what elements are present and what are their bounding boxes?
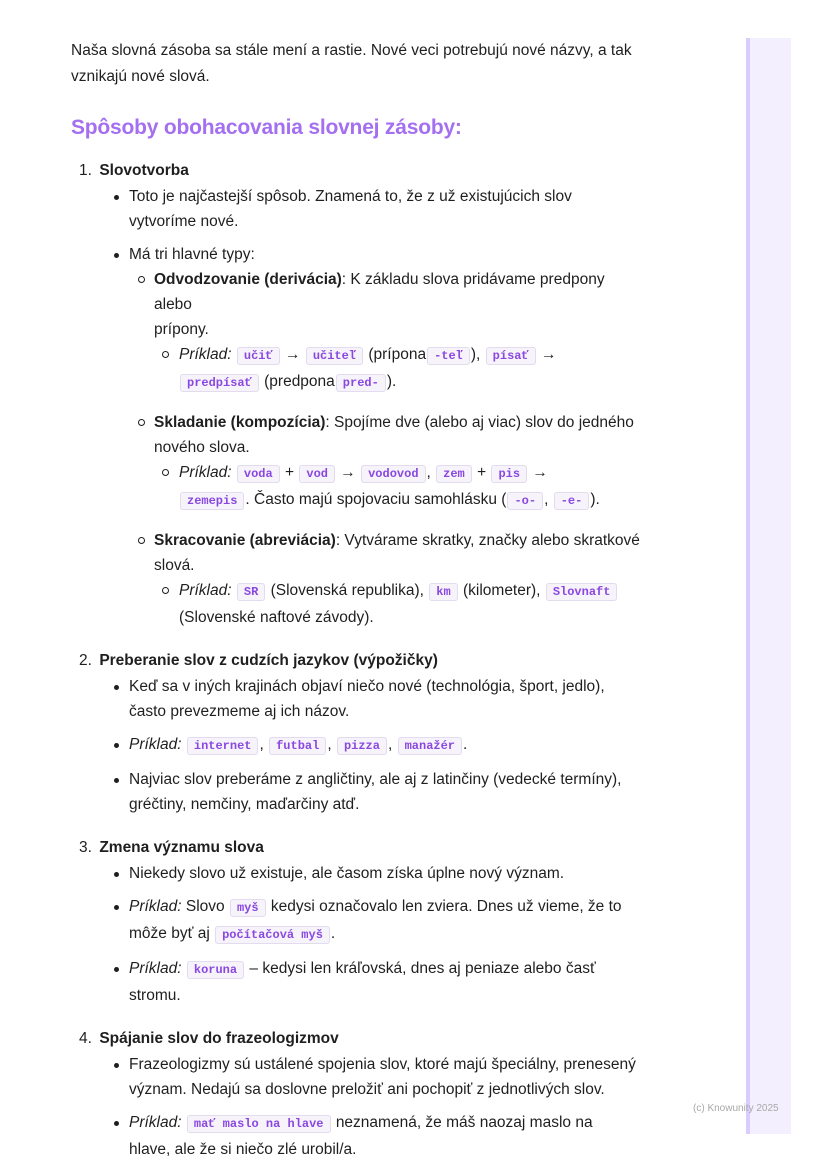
item-text: Najviac slov preberáme z angličtiny, ale aj z latinčiny (vedecké termíny), [129,771,622,788]
section-number: 2. [79,652,92,669]
code-word: Slovnaft [546,583,618,601]
item-text: význam. Nedajú sa doslovne preložiť ani pochopiť z jednotlivých slov. [129,1081,605,1098]
item-text: : K základu slova pridávame predpony alebo [154,271,605,313]
example-text: kedysi označovalo len zviera. Dnes už vieme, že to [270,898,622,915]
section-title [79,158,641,184]
code-word: koruna [187,961,244,979]
example-text: ). [590,491,600,508]
section-number: 1. [79,162,92,179]
separator: , [327,736,332,753]
example-text: ), [470,346,481,363]
list-item [79,242,641,267]
code-word: vod [299,465,335,483]
example-text: môže byť aj [129,925,210,942]
code-word: písať [486,347,536,365]
item-text: vytvoríme nové. [129,213,239,230]
section-title [79,835,641,861]
code-word: pred- [336,374,386,392]
example-text: stromu. [129,987,181,1004]
term: Odvodzovanie (derivácia) [154,271,342,288]
sublist-item-odvodzovanie [79,267,641,342]
list-item [79,732,641,759]
section-vypozicky [79,648,641,817]
intro-line-1: Naša slovná zásoba sa stále mení a rastie. Nové veci potrebujú nové názvy, a tak [71,42,632,59]
example-text: neznamená, že máš naozaj maslo na [335,1114,593,1131]
example-text: ). [386,373,397,390]
example-text: (Slovenské naftové závody). [179,609,374,626]
example-text: . Často majú spojovaciu samohlásku ( [245,491,507,508]
code-word: predpísať [180,374,259,392]
code-word: počítačová myš [215,926,330,944]
section-title-text: Spájanie slov do frazeologizmov [99,1030,339,1047]
list-item [79,894,641,948]
example-item [79,578,641,630]
section-zmena-vyznamu [79,835,641,1008]
example-text: (kilometer), [462,582,541,599]
code-word: -teľ [427,347,470,365]
example-label: Príklad: [179,346,232,363]
right-margin-accent-line [746,38,750,1134]
item-text: Má tri hlavné typy: [129,246,255,263]
section-heading: Spôsoby obohacovania slovnej zásoby: [71,116,462,139]
example-label: Príklad: [179,582,232,599]
separator: . [463,736,468,753]
item-text: Keď sa v iných krajinách objaví niečo nové (technológia, šport, jedlo), [129,678,605,695]
example-label: Príklad: [129,1114,182,1131]
item-text: nového slova. [154,439,250,456]
sublist-item-skracovanie [79,528,641,578]
code-word: vodovod [361,465,425,483]
example-label: Príklad: [129,898,182,915]
code-word: km [429,583,457,601]
list-item [79,674,641,724]
code-word: pizza [337,737,387,755]
example-label: Príklad: [129,960,182,977]
example-text: (prípona [368,346,427,363]
list-item [79,956,641,1008]
separator: , [544,491,549,508]
list-item [79,184,641,234]
example-text: Slovo [185,898,225,915]
copyright-watermark: (c) Knowunity 2025 [693,1103,779,1114]
code-word: voda [237,465,280,483]
right-margin-panel [746,38,791,1134]
term: Skladanie (kompozícia) [154,414,326,431]
code-word: mať maslo na hlave [187,1115,331,1133]
arrow-icon: → [532,464,548,481]
section-title-text: Zmena významu slova [99,839,264,856]
item-text: : Spojíme dve (alebo aj viac) slov do jedného [325,414,634,431]
intro-paragraph [71,38,641,90]
separator: . [330,925,336,942]
code-word: manažér [398,737,462,755]
item-text: Toto je najčastejší spôsob. Znamená to, že z už existujúcich slov [129,188,572,205]
separator: , [387,736,393,753]
code-word: -e- [554,492,590,510]
section-number: 4. [79,1030,92,1047]
section-title [79,648,641,674]
section-slovotvorba [79,158,641,630]
section-title [79,1026,641,1052]
term: Skracovanie (abreviácia) [154,532,336,549]
item-text: Frazeologizmy sú ustálené spojenia slov, ktoré majú špeciálny, prenesený [129,1056,636,1073]
intro-line-2: vznikajú nové slová. [71,68,210,85]
code-word: učiť [237,347,280,365]
example-text: hlave, ale že si niečo zlé urobil/a. [129,1141,357,1158]
example-text: (Slovenská republika), [270,582,424,599]
separator: , [426,464,431,481]
plus-sign: + [477,464,487,481]
plus-sign: + [285,464,295,481]
list-item [79,1052,641,1102]
example-item [79,460,641,514]
item-text: často prevezmeme aj ich názov. [129,703,350,720]
section-number: 3. [79,839,92,856]
code-word: zem [436,465,472,483]
code-word: učiteľ [306,347,363,365]
list-item [79,861,641,886]
item-text: slová. [154,557,195,574]
item-text: prípony. [154,321,209,338]
code-word: myš [230,899,266,917]
example-item [79,342,641,396]
code-word: -o- [507,492,543,510]
item-text: Niekedy slovo už existuje, ale časom získa úplne nový význam. [129,865,565,882]
section-title-text: Preberanie slov z cudzích jazykov (výpožičky) [99,652,438,669]
list-item [79,1110,641,1162]
item-text: gréčtiny, nemčiny, maďarčiny atď. [129,796,360,813]
code-word: zemepis [180,492,244,510]
code-word: pis [491,465,527,483]
item-text: : Vytvárame skratky, značky alebo skratkové [335,532,640,549]
arrow-icon: → [285,346,301,363]
arrow-icon: → [541,346,557,363]
code-word: SR [237,583,265,601]
example-label: Príklad: [179,464,232,481]
example-text: (predpona [264,373,335,390]
section-title-text: Slovotvorba [99,162,189,179]
arrow-icon: → [340,464,356,481]
code-word: futbal [269,737,326,755]
sublist-item-skladanie [79,410,641,460]
example-label: Príklad: [129,736,182,753]
section-frazeologizmy [79,1026,641,1162]
code-word: internet [187,737,259,755]
separator: , [259,736,264,753]
list-item [79,767,641,817]
document-body [71,38,641,1162]
example-text: – kedysi len kráľovská, dnes aj peniaze alebo časť [249,960,596,977]
